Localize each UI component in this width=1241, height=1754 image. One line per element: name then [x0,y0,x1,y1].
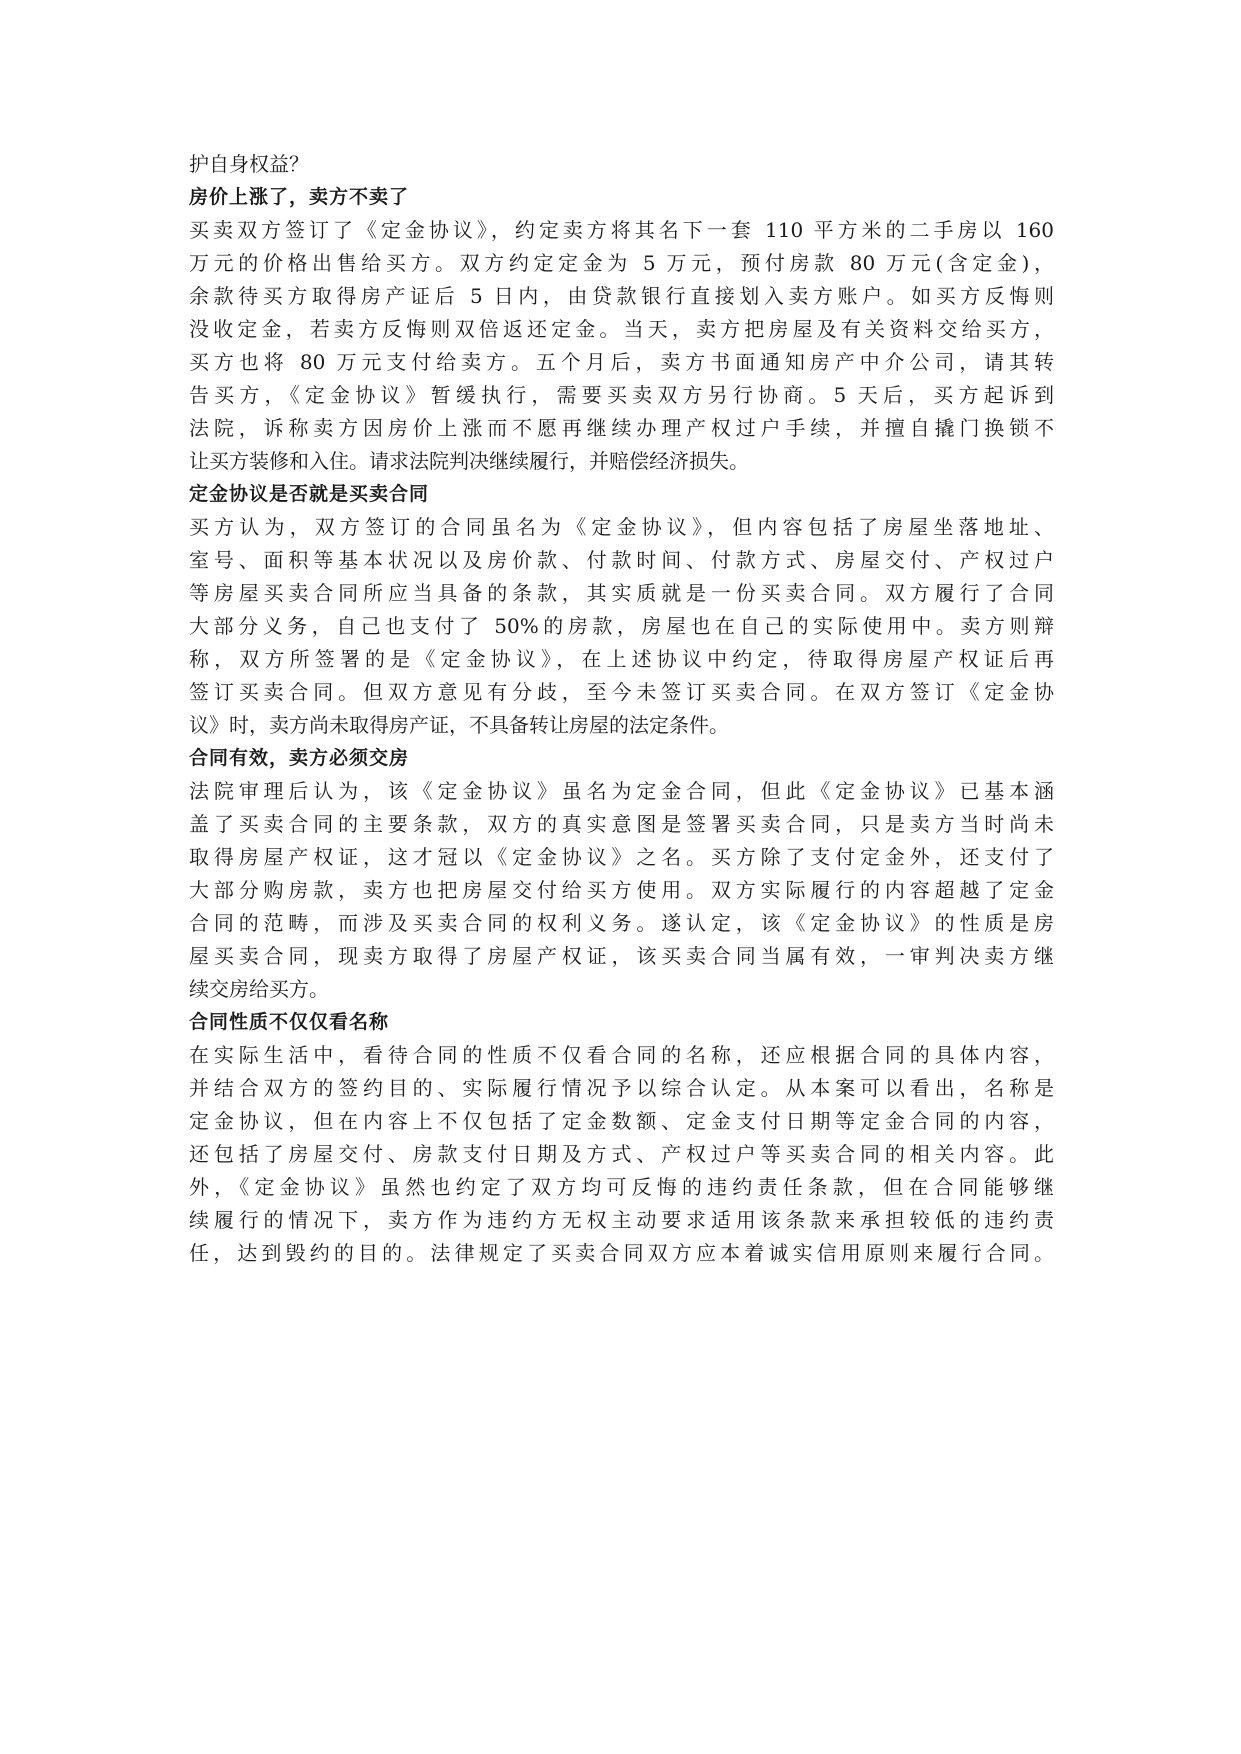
text-line: 让买方装修和入住。请求法院判决继续履行，并赔偿经济损失。 [189,449,749,473]
section-heading: 房价上涨了，卖方不卖了 [189,186,410,208]
section-heading: 合同有效，卖方必须交房 [189,747,410,769]
text-line: 大部分义务，自己也支付了 50%的房款，房屋也在自己的实际使用中。卖方则辩 [189,614,1054,638]
text-line: 法院审理后认为，该《定金协议》虽名为定金合同，但此《定金协议》已基本涵 [189,779,1054,803]
text-line: 屋买卖合同，现卖方取得了房屋产权证，该买卖合同当属有效，一审判决卖方继 [189,944,1054,968]
text-line: 告买方，《定金协议》暂缓执行，需要买卖双方另行协商。5 天后，买方起诉到 [189,383,1054,407]
text-line: 买卖双方签订了《定金协议》，约定卖方将其名下一套 110 平方米的二手房以 160 [189,218,1054,242]
text-line: 签订买卖合同。但双方意见有分歧，至今未签订买卖合同。在双方签订《定金协 [189,680,1054,704]
text-line: 任，达到毁约的目的。法律规定了买卖合同双方应本着诚实信用原则来履行合同。 [189,1241,1054,1265]
text-line: 等房屋买卖合同所应当具备的条款，其实质就是一份买卖合同。双方履行了合同 [189,581,1054,605]
text-line: 盖了买卖合同的主要条款，双方的真实意图是签署买卖合同，只是卖方当时尚未 [189,812,1054,836]
text-line: 护自身权益？ [189,152,309,176]
text-line: 外，《定金协议》虽然也约定了双方均可反悔的违约责任条款，但在合同能够继 [189,1175,1054,1199]
text-line: 买方认为，双方签订的合同虽名为《定金协议》，但内容包括了房屋坐落地址、 [189,515,1054,539]
text-line: 买方也将 80 万元支付给卖方。五个月后，卖方书面通知房产中介公司，请其转 [189,350,1054,374]
text-line: 没收定金，若卖方反悔则双倍返还定金。当天，卖方把房屋及有关资料交给买方， [189,317,1054,341]
text-line: 议》时，卖方尚未取得房产证，不具备转让房屋的法定条件。 [189,713,729,737]
text-line: 法院，诉称卖方因房价上涨而不愿再继续办理产权过户手续，并擅自撬门换锁不 [189,416,1054,440]
text-line: 取得房屋产权证，这才冠以《定金协议》之名。买方除了支付定金外，还支付了 [189,845,1054,869]
text-line: 在实际生活中，看待合同的性质不仅看合同的名称，还应根据合同的具体内容， [189,1043,1054,1067]
text-line: 定金协议，但在内容上不仅包括了定金数额、定金支付日期等定金合同的内容， [189,1109,1054,1133]
text-line: 余款待买方取得房产证后 5 日内，由贷款银行直接划入卖方账户。如买方反悔则 [189,284,1054,308]
text-line: 大部分购房款，卖方也把房屋交付给买方使用。双方实际履行的内容超越了定金 [189,878,1054,902]
text-line: 续履行的情况下，卖方作为违约方无权主动要求适用该条款来承担较低的违约责 [189,1208,1054,1232]
text-line: 合同的范畴，而涉及买卖合同的权利义务。遂认定，该《定金协议》的性质是房 [189,911,1054,935]
text-line: 续交房给买方。 [189,977,329,1001]
text-line: 万元的价格出售给买方。双方约定定金为 5 万元，预付房款 80 万元(含定金)， [189,251,1054,275]
text-line: 称，双方所签署的是《定金协议》，在上述协议中约定，待取得房屋产权证后再 [189,647,1054,671]
text-line: 室号、面积等基本状况以及房价款、付款时间、付款方式、房屋交付、产权过户 [189,548,1054,572]
text-line: 还包括了房屋交付、房款支付日期及方式、产权过户等买卖合同的相关内容。此 [189,1142,1054,1166]
text-line: 并结合双方的签约目的、实际履行情况予以综合认定。从本案可以看出，名称是 [189,1076,1054,1100]
section-heading: 合同性质不仅仅看名称 [189,1011,390,1033]
section-heading: 定金协议是否就是买卖合同 [189,483,430,505]
